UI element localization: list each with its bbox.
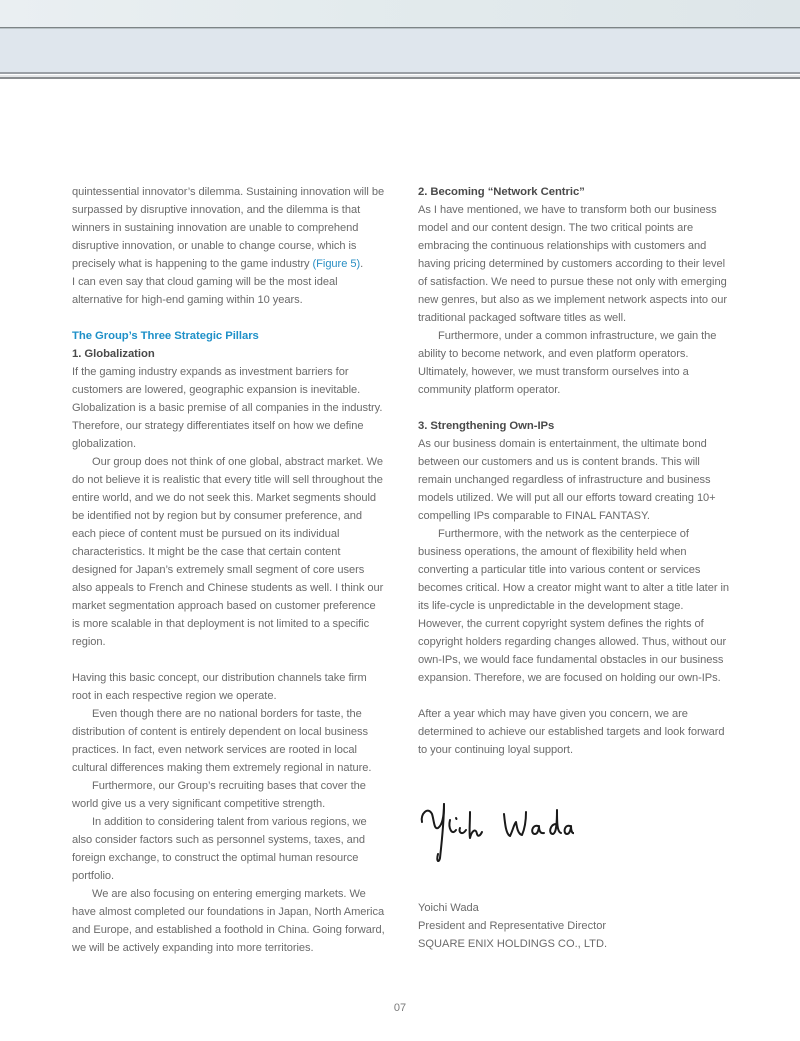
paragraph: Having this basic concept, our distribution channels take firm root in each respective region we operate.	[72, 672, 367, 702]
paragraph	[72, 183, 386, 273]
closing-paragraph: After a year which may have given you concern, we are determined to achieve our established targets and look forward to your continuing loyal support.	[418, 708, 725, 756]
paragraph: I can even say that cloud gaming will be the most ideal alternative for high-end gaming within 10 years.	[72, 276, 338, 306]
subheading-network-centric: 2. Becoming “Network Centric”	[418, 186, 585, 198]
page-number: 07	[393, 1002, 407, 1014]
paragraph-text: .	[360, 258, 364, 270]
right-column	[418, 183, 732, 759]
paragraph: Even though there are no national borders for taste, the distribution of content is entirely dependent on local business practices. In fact, even network services are rooted in local cultural differences making them extremely regional in nature.	[72, 708, 372, 774]
paragraph: Furthermore, with the network as the centerpiece of business operations, the amount of flexibility held when converting a particular title into various content or services becomes critical. How a creator might want to alter a title later in its life-cycle is unpredictable in the development stage. However, the current copyright system defines the rights of copyright holders regarding changes allowed. Thus, without our own-IPs, we would face fundamental obstacles in our business expansion. Therefore, we are focused on holding our own-IPs.	[418, 528, 730, 684]
paragraph: If the gaming industry expands as investment barriers for customers are lowered, geographic expansion is inevitable. Globalization is a basic premise of all companies in the industry. Therefore, our strategy differentiates itself on how we define globalization.	[72, 366, 383, 450]
paragraph-text: quintessential innovator’s dilemma. Sustaining innovation will be surpassed by disruptive innovation, and the dilemma is that winners in sustaining innovation are unable to comprehend disruptive innovation, or unable to change course, which is precisely what is happening to the game industry	[72, 186, 385, 270]
paragraph: We are also focusing on entering emerging markets. We have almost completed our foundations in Japan, North America and Europe, and established a foothold in China. Going forward, we will be actively expanding into more territories.	[72, 888, 385, 954]
handwritten-signature	[414, 800, 574, 870]
header-divider-lower	[0, 72, 800, 74]
paragraph: As our business domain is entertainment, the ultimate bond between our customers and us is content brands. This will remain unchanged regardless of infrastructure and business models utilized. We will put all our efforts toward creating 10+ compelling IPs comparable to FINAL FANTASY.	[418, 438, 716, 522]
figure-5-link[interactable]: (Figure 5)	[312, 258, 361, 270]
subheading-globalization: 1. Globalization	[72, 348, 155, 360]
subheading-own-ips: 3. Strengthening Own-IPs	[418, 420, 555, 432]
header-title-band	[0, 29, 800, 72]
paragraph: Furthermore, our Group’s recruiting bases that cover the world give us a very significant competitive strength.	[72, 780, 366, 810]
paragraph: As I have mentioned, we have to transform both our business model and our content design. The two critical points are embracing the continuous relationships with customers and having pricing determined by customers according to their level of satisfaction. We need to pursue these not only with emerging new genres, but also as we implement network aspects into our traditional packaged software titles as well.	[418, 204, 727, 324]
paragraph: Our group does not think of one global, abstract market. We do not believe it is realistic that every title will sell throughout the entire world, and we do not seek this. Market segments should be identified not by region but by consumer preference, and each piece of content must be pursued on its individual characteristics. It might be the case that certain content designed for Japan’s extremely small segment of core users also appeals to French and Chinese students as well. I think our market segmentation approach based on customer preference is more scalable in that deployment is not limited to a specific region.	[72, 456, 384, 648]
signatory-name: Yoichi Wada	[418, 902, 479, 914]
header-top-band	[0, 0, 800, 27]
signatory-title: President and Representative Director	[418, 920, 607, 932]
paragraph: Furthermore, under a common infrastructure, we gain the ability to become network, and even platform operators. Ultimately, however, we must transform ourselves into a community platform operator.	[418, 330, 717, 396]
header-divider-bottom	[0, 77, 800, 79]
signature-block	[418, 899, 607, 953]
company-name: SQUARE ENIX HOLDINGS CO., LTD.	[418, 938, 608, 950]
paragraph: In addition to considering talent from various regions, we also consider factors such as personnel systems, taxes, and foreign exchange, to construct the optimal human resource portfolio.	[72, 816, 367, 882]
left-column	[72, 183, 386, 957]
section-heading: The Group’s Three Strategic Pillars	[72, 330, 259, 342]
